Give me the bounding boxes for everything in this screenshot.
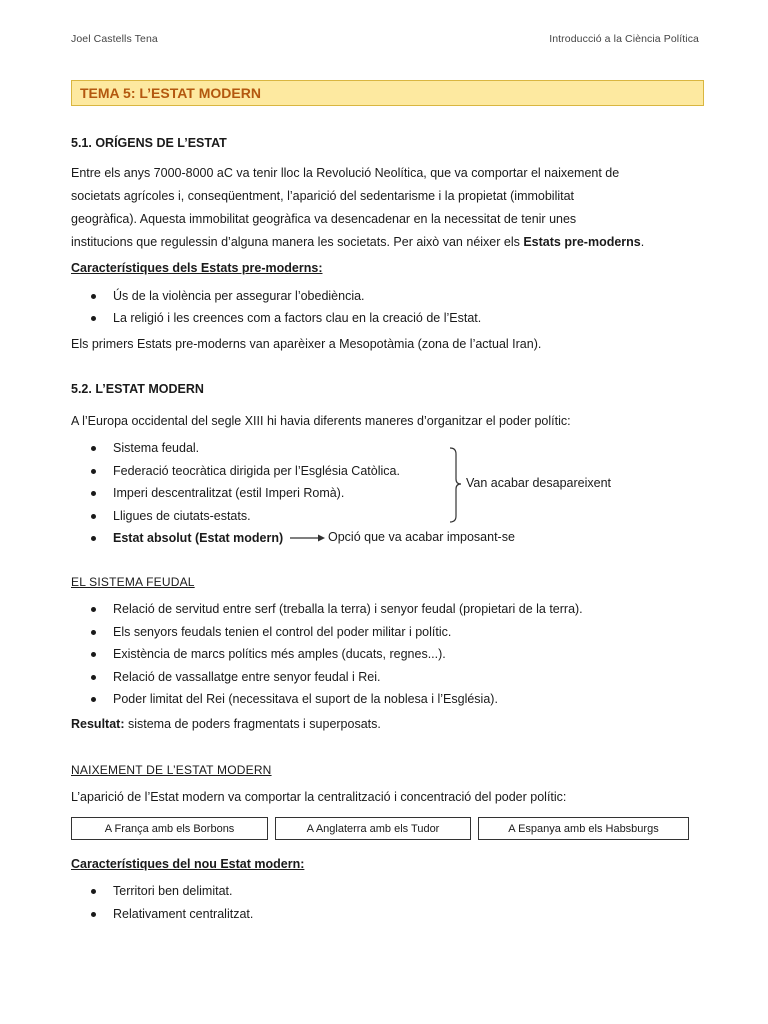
header-course: Introducció a la Ciència Política: [549, 33, 699, 45]
feudal-list: [71, 598, 583, 711]
modern-characteristics-heading: Característiques del nou Estat modern:: [71, 857, 305, 871]
paragraph-line: geogràfica). Aquesta immobilitat geogràfica va desencadenar en la necessitat de tenir unes: [71, 212, 577, 226]
list-item: Relativament centralitzat.: [71, 903, 253, 926]
list-item: Relació de vassallatge entre senyor feudal i Rei.: [71, 666, 583, 689]
feudal-heading: EL SISTEMA FEUDAL: [71, 575, 195, 589]
paragraph-line: [71, 231, 699, 254]
chapter-title: TEMA 5: L’ESTAT MODERN: [80, 85, 261, 101]
curly-brace-icon: [448, 446, 466, 524]
paragraph-text: .: [640, 235, 645, 249]
paragraph-line: Entre els anys 7000-8000 aC va tenir lloc la Revolució Neolítica, que va comportar el naixement de: [71, 166, 620, 180]
paragraph-text: institucions que regulessin d’alguna manera les societats. Per això van néixer els: [71, 235, 524, 249]
premodern-list: [71, 285, 481, 329]
premodern-closing: Els primers Estats pre-moderns van aparèixer a Mesopotàmia (zona de l’actual Iran).: [71, 337, 542, 351]
paragraph-bold: Estats pre-moderns: [523, 235, 641, 249]
bold-bullet-text: Estat absolut (Estat modern): [113, 531, 284, 545]
chapter-title-box: [71, 80, 704, 106]
header-author: Joel Castells Tena: [71, 33, 158, 45]
birth-heading: NAIXEMENT DE L’ESTAT MODERN: [71, 763, 272, 777]
result-text: sistema de poders fragmentats i superposats.: [124, 717, 381, 731]
box-spain: A Espanya amb els Habsburgs: [478, 817, 689, 840]
feudal-result: [71, 717, 381, 731]
list-item: Lligues de ciutats-estats.: [71, 505, 400, 528]
list-item: Existència de marcs polítics més amples (ducats, regnes...).: [71, 643, 583, 666]
premodern-characteristics-heading: Característiques dels Estats pre-moderns:: [71, 261, 323, 275]
section-heading-modern: 5.2. L’ESTAT MODERN: [71, 382, 204, 396]
list-item: Imperi descentralitzat (estil Imperi Romà).: [71, 482, 400, 505]
box-france: A França amb els Borbons: [71, 817, 268, 840]
paragraph-line: societats agrícoles i, conseqüentment, l’aparició del sedentarisme i la propietat (immobilitat: [71, 189, 575, 203]
list-item: Territori ben delimitat.: [71, 880, 253, 903]
birth-intro: L’aparició de l’Estat modern va comportar la centralització i concentració del poder polític:: [71, 790, 567, 804]
origins-paragraph: [71, 162, 699, 254]
list-item: Federació teocràtica dirigida per l’Església Catòlica.: [71, 460, 400, 483]
arrow-note: Opció que va acabar imposant-se: [328, 530, 515, 544]
result-label: Resultat:: [71, 717, 125, 731]
list-item: La religió i les creences com a factors clau en la creació de l’Estat.: [71, 307, 481, 329]
list-item: Poder limitat del Rei (necessitava el suport de la noblesa i l’Església).: [71, 688, 583, 711]
modern-list: [71, 880, 253, 925]
list-item: Ús de la violència per assegurar l’obediència.: [71, 285, 481, 307]
arrow-right-icon: [290, 533, 326, 543]
list-item: Els senyors feudals tenien el control del poder militar i polític.: [71, 621, 583, 644]
modern-intro: A l’Europa occidental del segle XIII hi havia diferents maneres d’organitzar el poder polític:: [71, 414, 571, 428]
box-england: A Anglaterra amb els Tudor: [275, 817, 471, 840]
brace-note: Van acabar desapareixent: [466, 476, 612, 490]
list-item: Relació de servitud entre serf (treballa la terra) i senyor feudal (propietari de la terra).: [71, 598, 583, 621]
list-item: Sistema feudal.: [71, 437, 400, 460]
section-heading-origins: 5.1. ORÍGENS DE L’ESTAT: [71, 136, 227, 150]
